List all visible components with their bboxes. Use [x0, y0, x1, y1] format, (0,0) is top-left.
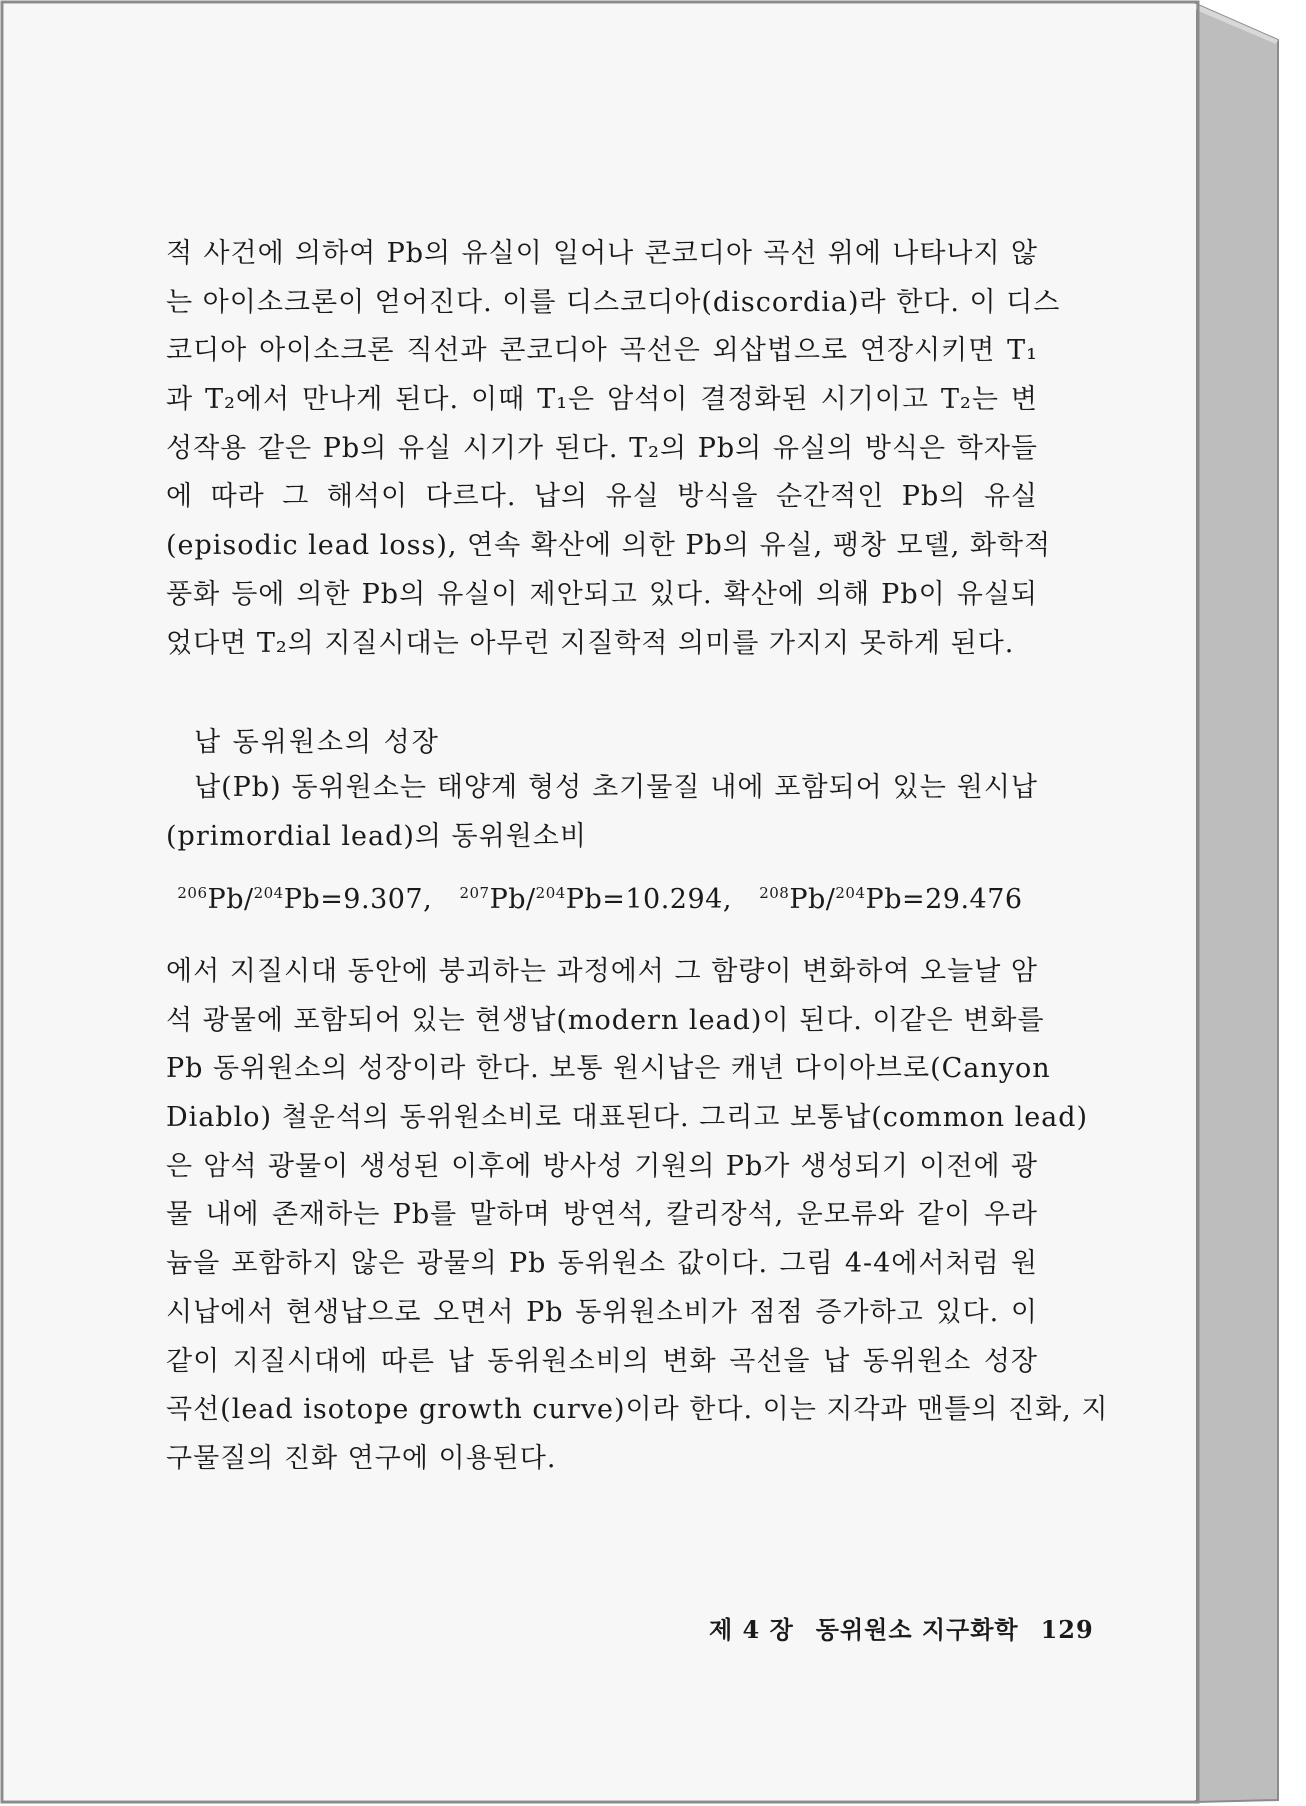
text-line: (primordial lead)의 동위원소비 — [166, 820, 587, 852]
text-line: 구물질의 진화 연구에 이용된다. — [166, 1442, 557, 1474]
text-line: 풍화 등에 의한 Pb의 유실이 제안되고 있다. 확산에 의해 Pb이 유실되 — [166, 578, 1038, 610]
mass-number: 208 — [759, 884, 790, 902]
element-symbol: Pb — [489, 884, 527, 915]
element-symbol: Pb — [789, 884, 826, 915]
element-symbol: Pb — [283, 884, 321, 915]
text-line: 는 아이소크론이 얻어진다. 이를 디스코디아(discordia)라 한다. 이 디스 — [166, 286, 1061, 318]
text-line: 에서 지질시대 동안에 붕괴하는 과정에서 그 함량이 변화하여 오늘날 암 — [166, 956, 1038, 987]
ratio-value: =29.476 — [901, 884, 1023, 915]
isotope-ratio-equation — [4, 884, 1196, 915]
text-line: 석 광물에 포함되어 있는 현생납(modern lead)이 된다. 이같은 변화를 — [166, 1004, 1045, 1036]
footer-chapter: 제 4 장 — [709, 1615, 794, 1644]
text-line: 은 암석 광물이 생성된 이후에 방사성 기원의 Pb가 생성되기 이전에 광 — [166, 1150, 1038, 1182]
text-line: 성작용 같은 Pb의 유실 시기가 된다. T₂의 Pb의 유실의 방식은 학자들 — [166, 432, 1038, 464]
mass-number: 204 — [535, 884, 566, 902]
ratio-208-204: $^{208}$Pb/$^{204}$Pb=29.476 — [759, 884, 1023, 915]
running-footer — [709, 1610, 1094, 1645]
book-page — [4, 4, 1196, 1800]
text-line: Pb 동위원소의 성장이라 한다. 보통 원시납은 캐년 다이아브로(Canyon — [166, 1053, 1051, 1085]
text-line: 곡선(lead isotope growth curve)이라 한다. 이는 지각과 맨틀의 진화, 지 — [166, 1394, 1109, 1426]
paragraph-growth-curve — [166, 948, 1109, 1484]
text-line: 납(Pb) 동위원소는 태양계 형성 초기물질 내에 포함되어 있는 원시납 — [194, 772, 1038, 803]
text-line: 시납에서 현생납으로 오면서 Pb 동위원소비가 점점 증가하고 있다. 이 — [166, 1296, 1038, 1328]
ratio-value: =9.307, — [320, 884, 433, 915]
page-number: 129 — [1040, 1615, 1094, 1644]
element-symbol: Pb — [207, 884, 244, 915]
paragraph-lead-isotopes — [166, 764, 1038, 861]
text-line: 물 내에 존재하는 Pb를 말하며 방연석, 칼리장석, 운모류와 같이 우라 — [166, 1199, 1038, 1231]
mass-number: 204 — [253, 884, 284, 902]
section-heading: 납 동위원소의 성장 — [194, 727, 440, 758]
text-line: 코디아 아이소크론 직선과 콘코디아 곡선은 외삽법으로 연장시키면 T₁ — [166, 335, 1038, 367]
text-line: 같이 지질시대에 따른 납 동위원소비의 변화 곡선을 납 동위원소 성장 — [166, 1345, 1038, 1377]
text-line: 에 따라 그 해석이 다르다. 납의 유실 방식을 순간적인 Pb의 유실 — [166, 481, 1038, 513]
ratio-value: =10.294, — [602, 884, 732, 915]
text-line: (episodic lead loss), 연속 확산에 의한 Pb의 유실, 팽창 모델, 화학적 — [166, 530, 1052, 562]
text-line: 과 T₂에서 만나게 된다. 이때 T₁은 암석이 결정화된 시기이고 T₂는 변 — [166, 384, 1038, 416]
text-line: 적 사건에 의하여 Pb의 유실이 일어나 콘코디아 곡선 위에 나타나지 않 — [166, 238, 1038, 269]
paragraph-discordia — [166, 230, 1061, 668]
mass-number: 204 — [835, 884, 866, 902]
footer-title: 동위원소 지구화학 — [815, 1615, 1019, 1644]
element-symbol: Pb — [565, 884, 603, 915]
ratio-206-204: $^{206}$Pb/$^{204}$Pb=9.307, — [177, 884, 433, 915]
mass-number: 207 — [459, 884, 490, 902]
text-line: 늄을 포함하지 않은 광물의 Pb 동위원소 값이다. 그림 4-4에서처럼 원 — [166, 1248, 1038, 1280]
mass-number: 206 — [177, 884, 208, 902]
ratio-207-204: $^{207}$Pb/$^{204}$Pb=10.294, — [459, 884, 732, 915]
text-line: Diablo) 철운석의 동위원소비로 대표된다. 그리고 보통납(common lead) — [166, 1102, 1089, 1134]
text-line: 었다면 T₂의 지질시대는 아무런 지질학적 의미를 가지지 못하게 된다. — [166, 627, 1015, 659]
element-symbol: Pb — [865, 884, 902, 915]
